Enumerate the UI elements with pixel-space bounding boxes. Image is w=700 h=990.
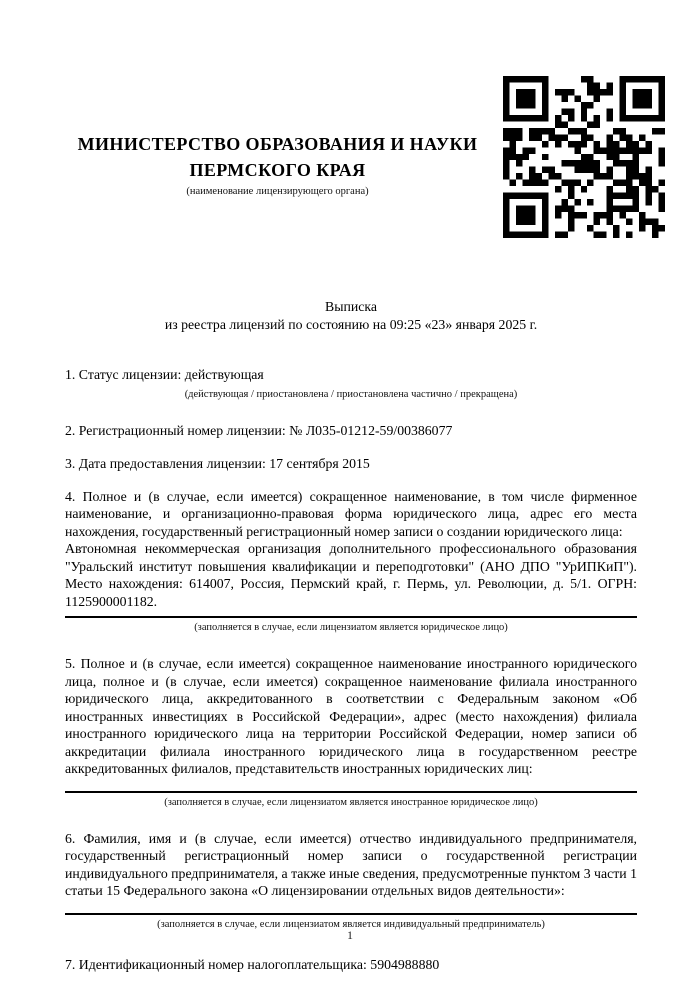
document-title bbox=[65, 298, 637, 333]
authority-caption: (наименование лицензирующего органа) bbox=[186, 186, 369, 197]
license-status-options-caption: (действующая / приостановлена / приостановлена частично / прекращена) bbox=[184, 388, 518, 400]
document-body bbox=[65, 298, 637, 973]
item-registration-number bbox=[65, 422, 637, 440]
taxpayer-number-text: 7. Идентификационный номер налогоплательщика: 5904988880 bbox=[65, 956, 440, 972]
individual-entrepreneur-question: 6. Фамилия, имя и (в случае, если имеется) отчество индивидуального предпринимателя, государственный регистрационный номер записи о государственной регистрации индивидуального предпринимателя, а также иные сведения, предусмотренные пунктом 3 части 1 статьи 15 Федерального закона «О лицензировании отдельных видов деятельности»: bbox=[65, 830, 638, 898]
item-grant-date bbox=[65, 455, 637, 473]
item-legal-entity bbox=[65, 488, 637, 611]
document-title-line2: из реестра лицензий по состоянию на 09:25 «23» января 2025 г. bbox=[164, 316, 538, 332]
item-license-status bbox=[65, 366, 637, 384]
authority-name-line1: МИНИСТЕРСТВО ОБРАЗОВАНИЯ И НАУКИ bbox=[77, 134, 478, 154]
foreign-entity-caption: (заполняется в случае, если лицензиатом является иностранное юридическое лицо) bbox=[164, 796, 538, 808]
item-foreign-entity bbox=[65, 655, 637, 778]
authority-name-line2: ПЕРМСКОГО КРАЯ bbox=[189, 160, 366, 180]
fill-line-foreign-entity bbox=[65, 791, 637, 793]
licensing-authority-header bbox=[50, 131, 505, 197]
fill-line-individual-entrepreneur bbox=[65, 913, 637, 915]
page-number: 1 bbox=[347, 928, 353, 942]
grant-date-text: 3. Дата предоставления лицензии: 17 сентября 2015 bbox=[65, 456, 370, 471]
foreign-entity-question: 5. Полное и (в случае, если имеется) сокращенное наименование иностранного юридического лица, полное и (в случае, если имеется) сокращенное наименование филиала иностранного юридического лица, аккредитованного в соответствии с Федеральным законом «Об иностранных инвестициях в Российской Федерации», адрес (место нахождения) филиала иностранного юридического лица на территории Российской Федерации, номер записи об аккредитации филиала иностранного юридического лица в государственном реестре аккредитованных филиалов, представительств иностранных юридических лиц: bbox=[65, 656, 637, 776]
qr-code-icon bbox=[503, 76, 665, 238]
legal-entity-value: Автономная некоммерческая организация дополнительного профессионального образования "Уральский институт повышения квалификации и переподготовки" (АНО ДПО "УрИПКиП"). Место нахождения: 614007, Россия, Пермский край, г. Пермь, ул. Революции, д. 5/1. ОГРН: 1125900001182. bbox=[65, 541, 637, 609]
registration-number-text: 2. Регистрационный номер лицензии: № Л035-01212-59/00386077 bbox=[65, 422, 453, 438]
legal-entity-question: 4. Полное и (в случае, если имеется) сокращенное наименование, в том числе фирменное наименование, и организационно-правовая форма юридического лица, адрес его места нахождения, государственный регистрационный номер записи о создании юридического лица: bbox=[65, 488, 637, 539]
item-taxpayer-number bbox=[65, 956, 637, 974]
fill-line-legal-entity bbox=[65, 616, 637, 618]
legal-entity-caption: (заполняется в случае, если лицензиатом является юридическое лицо) bbox=[194, 622, 508, 633]
license-status-text: 1. Статус лицензии: действующая bbox=[65, 367, 264, 382]
item-individual-entrepreneur bbox=[65, 830, 637, 900]
document-title-line1: Выписка bbox=[325, 299, 377, 314]
individual-entrepreneur-caption: (заполняется в случае, если лицензиатом является индивидуальный предприниматель) bbox=[157, 918, 545, 930]
